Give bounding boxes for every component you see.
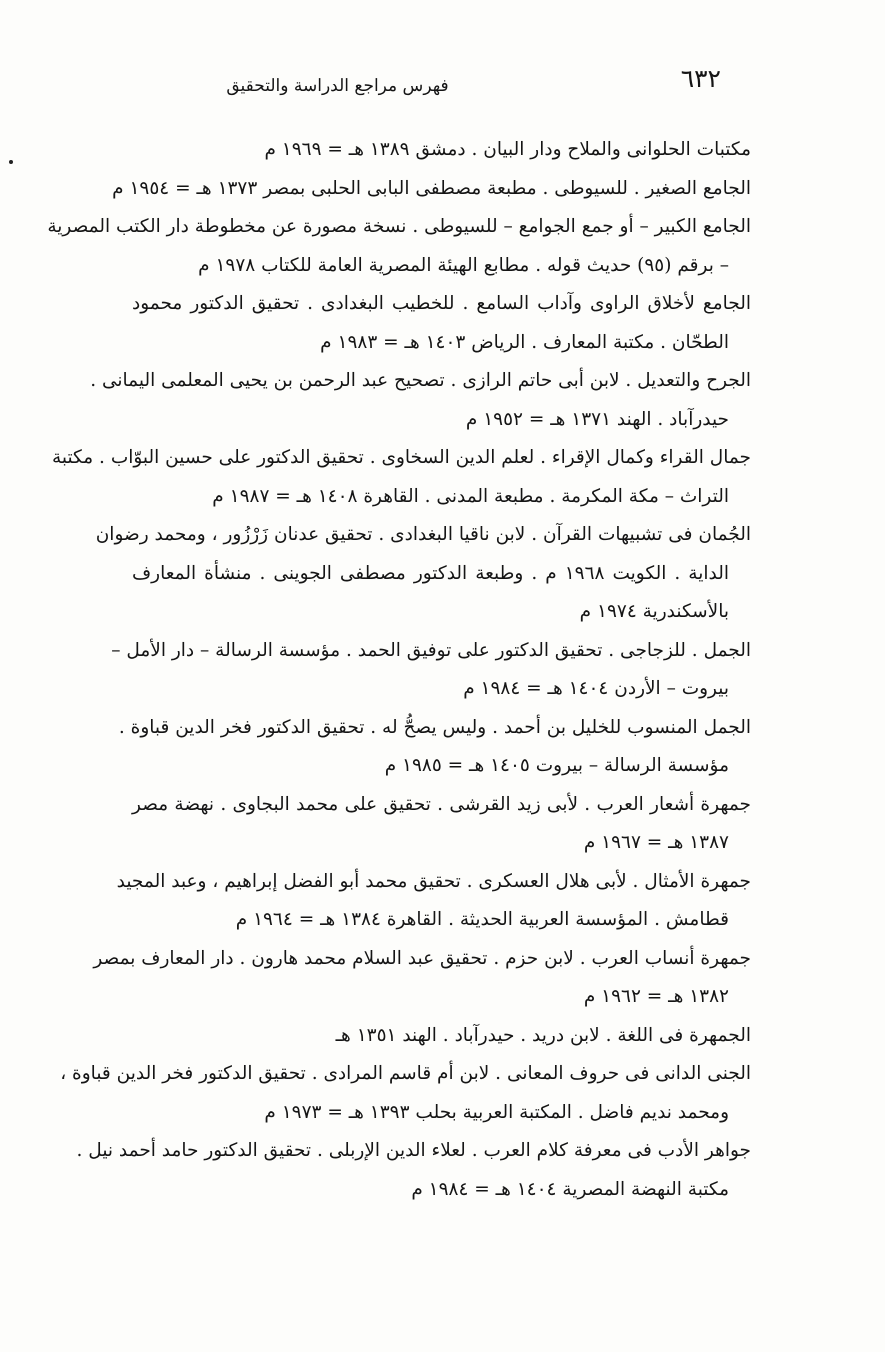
bibliography-entry — [112, 170, 751, 209]
entry-continuation-line: التراث – مكة المكرمة . مطبعة المدنى . القاهرة ١٤٠٨ هـ = ١٩٨٧ م — [212, 485, 729, 507]
bibliography-entry — [76, 1132, 751, 1209]
bibliography-list — [47, 131, 751, 1209]
entry-continuation-line: الداية . الكويت ١٩٦٨ م . وطبعة الدكتور مصطفى الجوينى . منشأة المعارف — [132, 562, 729, 584]
entry-first-line: الجرح والتعديل . لابن أبى حاتم الرازى . تصحيح عبد الرحمن بن يحيى المعلمى اليمانى . — [90, 370, 751, 391]
entry-first-line: الجمل . للزجاجى . تحقيق الدكتور على توفيق الحمد . مؤسسة الرسالة – دار الأمل – — [111, 639, 751, 661]
entry-continuation-line: – برقم (٩٥) حديث قوله . مطابع الهيئة المصرية العامة للكتاب ١٩٧٨ م — [198, 254, 729, 276]
entry-first-line: الجُمان فى تشبيهات القرآن . لابن ناقيا البغدادى . تحقيق عدنان زَرْزُور ، ومحمد رضوان — [95, 524, 751, 545]
entry-continuation-line: بالأسكندرية ١٩٧٤ م — [579, 601, 729, 622]
bibliography-entry — [132, 1017, 751, 1056]
entry-continuation-line: ومحمد نديم فاضل . المكتبة العربية بحلب ١٣٩٣ هـ = ١٩٧٣ م — [264, 1101, 729, 1123]
entry-first-line: جمال القراء وكمال الإقراء . لعلم الدين السخاوى . تحقيق الدكتور على حسين البوّاب . مكتبة — [51, 447, 751, 468]
entry-first-line: الجمهرة فى اللغة . لابن دريد . حيدرآباد . الهند ١٣٥١ هـ — [335, 1024, 751, 1046]
entry-first-line: جواهر الأدب فى معرفة كلام العرب . لعلاء الدين الإربلى . تحقيق الدكتور حامد أحمد نيل . — [76, 1140, 751, 1161]
entry-continuation-line: ١٣٨٢ هـ = ١٩٦٢ م — [583, 986, 729, 1007]
bibliography-entry — [116, 863, 751, 940]
bibliography-entry — [118, 709, 751, 786]
bibliography-entry — [60, 1055, 751, 1132]
entry-first-line: الجنى الدانى فى حروف المعانى . لابن أم قاسم المرادى . تحقيق الدكتور فخر الدين قباوة ، — [60, 1063, 751, 1084]
bibliography-entry — [111, 632, 751, 709]
page-header — [150, 64, 725, 104]
entry-continuation-line: مكتبة النهضة المصرية ١٤٠٤ هـ = ١٩٨٤ م — [411, 1178, 729, 1200]
entry-continuation-line: بيروت – الأردن ١٤٠٤ هـ = ١٩٨٤ م — [463, 678, 729, 699]
bibliography-entry — [132, 131, 751, 170]
entry-continuation-line: قطامش . المؤسسة العربية الحديثة . القاهرة ١٣٨٤ هـ = ١٩٦٤ م — [235, 909, 729, 930]
running-title: فهرس مراجع الدراسة والتحقيق — [226, 76, 449, 96]
bibliography-entry — [132, 285, 751, 362]
entry-first-line: الجمل المنسوب للخليل بن أحمد . وليس يصحُّ له . تحقيق الدكتور فخر الدين قباوة . — [118, 716, 751, 738]
entry-first-line: جمهرة الأمثال . لأبى هلال العسكرى . تحقيق محمد أبو الفضل إبراهيم ، وعبد المجيد — [116, 870, 751, 892]
bibliography-entry — [95, 516, 751, 632]
bibliography-entry — [51, 439, 751, 516]
bibliography-entry — [132, 786, 751, 863]
bibliography-entry — [93, 940, 751, 1017]
entry-continuation-line: مؤسسة الرسالة – بيروت ١٤٠٥ هـ = ١٩٨٥ م — [384, 755, 729, 776]
page-number: ٦٣٢ — [680, 64, 721, 93]
entry-first-line: الجامع لأخلاق الراوى وآداب السامع . للخطيب البغدادى . تحقيق الدكتور محمود — [132, 293, 751, 314]
ink-speck — [9, 160, 13, 164]
bibliography-entry — [47, 208, 751, 285]
entry-continuation-line: الطحّان . مكتبة المعارف . الرياض ١٤٠٣ هـ = ١٩٨٣ م — [320, 331, 729, 353]
entry-continuation-line: حيدرآباد . الهند ١٣٧١ هـ = ١٩٥٢ م — [465, 408, 729, 430]
entry-first-line: مكتبات الحلوانى والملاح ودار البيان . دمشق ١٣٨٩ هـ = ١٩٦٩ م — [264, 139, 751, 160]
entry-first-line: الجامع الكبير – أو جمع الجوامع – للسيوطى . نسخة مصورة عن مخطوطة دار الكتب المصرية — [47, 216, 751, 237]
entry-first-line: الجامع الصغير . للسيوطى . مطبعة مصطفى البابى الحلبى بمصر ١٣٧٣ هـ = ١٩٥٤ م — [112, 177, 751, 199]
entry-first-line: جمهرة أشعار العرب . لأبى زيد القرشى . تحقيق على محمد البجاوى . نهضة مصر — [132, 793, 751, 815]
entry-first-line: جمهرة أنساب العرب . لابن حزم . تحقيق عبد السلام محمد هارون . دار المعارف بمصر — [93, 947, 751, 969]
bibliography-entry — [90, 362, 751, 439]
entry-continuation-line: ١٣٨٧ هـ = ١٩٦٧ م — [583, 832, 729, 853]
